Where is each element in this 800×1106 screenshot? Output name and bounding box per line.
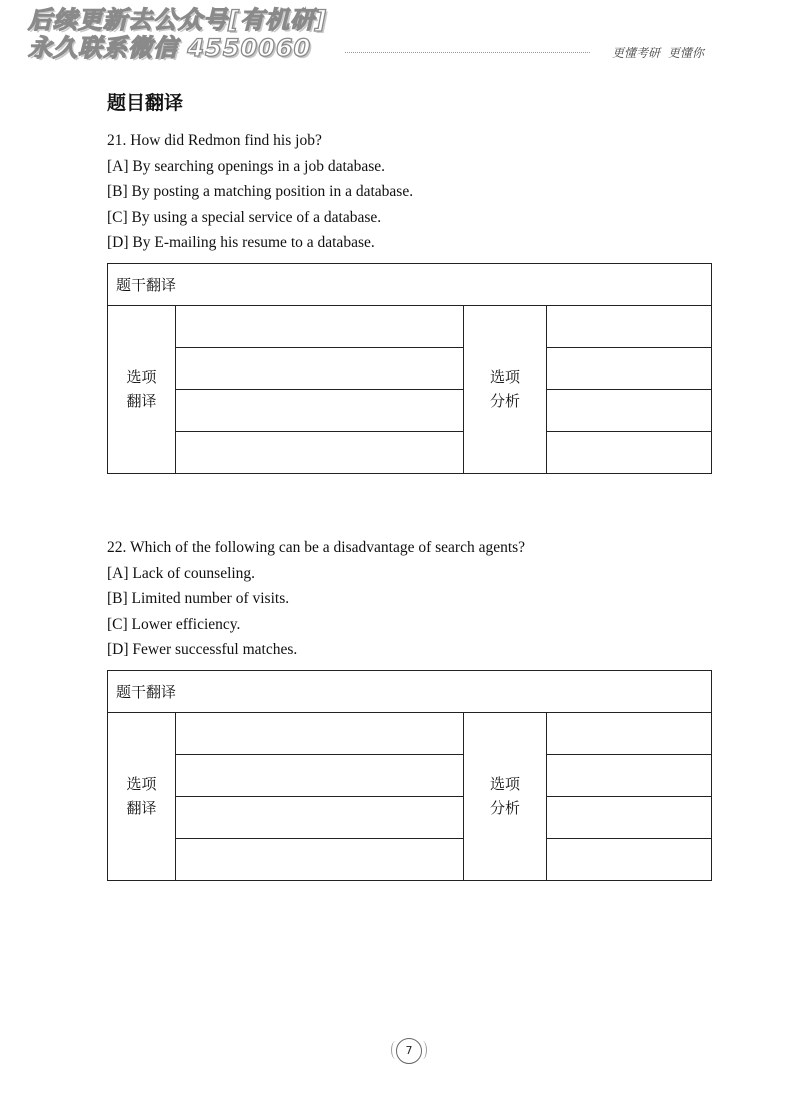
translation-cell[interactable] xyxy=(176,838,464,880)
section-title: 题目翻译 xyxy=(107,92,184,114)
option-a: [A] Lack of counseling. xyxy=(107,564,256,582)
question-21 xyxy=(107,128,711,474)
header-slogan: 更懂考研 更懂你 xyxy=(612,46,704,60)
page-number: 7 xyxy=(396,1038,422,1064)
analysis-cell[interactable] xyxy=(547,431,712,473)
option-a: [A] By searching openings in a job database. xyxy=(107,157,386,175)
question-22 xyxy=(107,535,711,881)
analysis-cell[interactable] xyxy=(547,347,712,389)
translation-cell[interactable] xyxy=(176,796,464,838)
analysis-cell[interactable] xyxy=(547,389,712,431)
analysis-cell[interactable] xyxy=(547,796,712,838)
option-c: [C] Lower efficiency. xyxy=(107,615,241,633)
option-analysis-label: 选项 分析 xyxy=(464,712,547,880)
option-d: [D] Fewer successful matches. xyxy=(107,641,298,659)
translation-cell[interactable] xyxy=(176,712,464,754)
translation-cell[interactable] xyxy=(176,431,464,473)
answer-table xyxy=(107,263,712,474)
analysis-cell[interactable] xyxy=(547,712,712,754)
option-c: [C] By using a special service of a database. xyxy=(107,208,382,226)
option-b: [B] By posting a matching position in a database. xyxy=(107,183,414,201)
question-stem: 21. How did Redmon find his job? xyxy=(107,132,322,149)
analysis-cell[interactable] xyxy=(547,754,712,796)
watermark-line-2: 永久联系微信 4550060 xyxy=(28,34,312,62)
header-divider xyxy=(345,52,590,53)
translation-cell[interactable] xyxy=(176,347,464,389)
answer-table xyxy=(107,670,712,881)
option-translation-label: 选项 翻译 xyxy=(108,305,176,473)
option-translation-label: 选项 翻译 xyxy=(108,712,176,880)
question-stem: 22. Which of the following can be a disadvantage of search agents? xyxy=(107,539,526,556)
option-d: [D] By E-mailing his resume to a database. xyxy=(107,234,375,252)
translation-cell[interactable] xyxy=(176,389,464,431)
watermark xyxy=(28,6,327,62)
stem-translation-label: 题干翻译 xyxy=(108,670,712,712)
option-b: [B] Limited number of visits. xyxy=(107,590,290,608)
watermark-line-1: 后续更新去公众号[有机研] xyxy=(28,6,327,34)
translation-cell[interactable] xyxy=(176,305,464,347)
stem-translation-label: 题干翻译 xyxy=(108,263,712,305)
translation-cell[interactable] xyxy=(176,754,464,796)
analysis-cell[interactable] xyxy=(547,838,712,880)
option-analysis-label: 选项 分析 xyxy=(464,305,547,473)
analysis-cell[interactable] xyxy=(547,305,712,347)
